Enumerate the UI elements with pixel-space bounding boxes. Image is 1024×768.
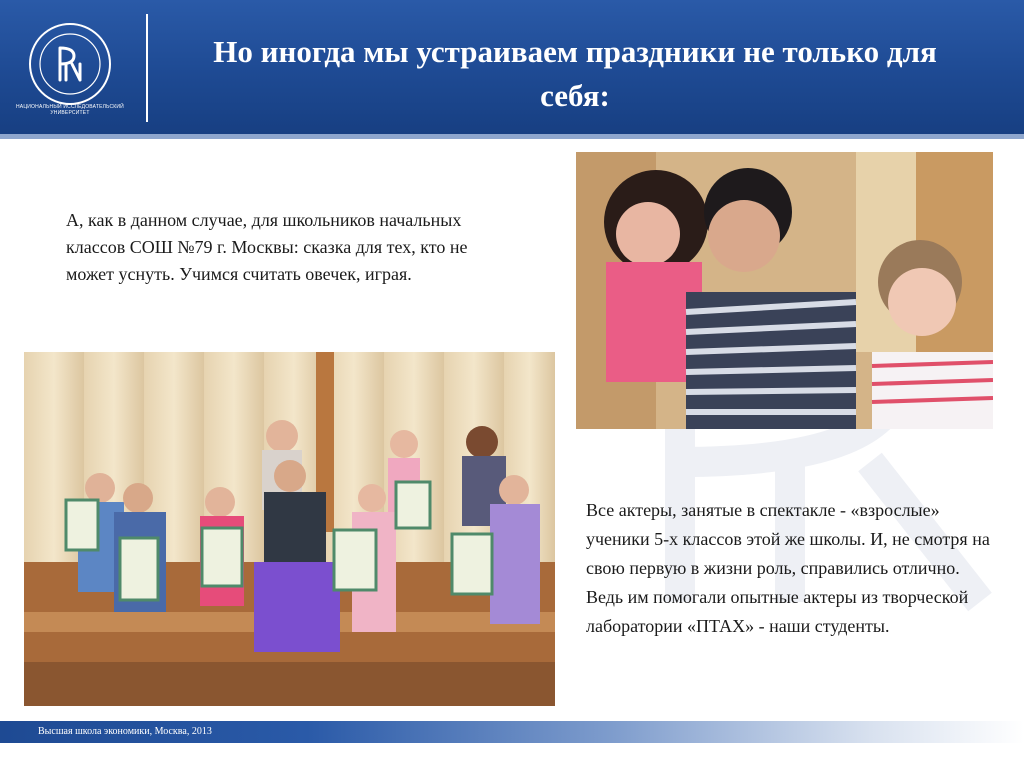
- actors-photo: [576, 152, 993, 429]
- header-divider: [146, 14, 148, 122]
- footer-text: Высшая школа экономики, Москва, 2013: [38, 726, 212, 737]
- page-title: Но иногда мы устраиваем праздники не только для себя:: [213, 34, 937, 113]
- paragraph-left: А, как в данном случае, для школьников начальных классов СОШ №79 г. Москвы: сказка для тех, кто не может уснуть. Учимся считать овечек, играя.: [66, 210, 468, 284]
- logo-caption: НАЦИОНАЛЬНЫЙ ИССЛЕДОВАТЕЛЬСКИЙ УНИВЕРСИТЕТ: [16, 104, 124, 116]
- paragraph-right: Все актеры, занятые в спектакле - «взрослые» ученики 5-х классов этой же школы. И, не смотря на свою первую в жизни роль, справились отлично. Ведь им помогали опытные актеры из творческой лаборатории «ПТАХ» - наши студенты.: [586, 500, 990, 636]
- header-bar: [0, 0, 1024, 134]
- group-photo: [24, 352, 555, 706]
